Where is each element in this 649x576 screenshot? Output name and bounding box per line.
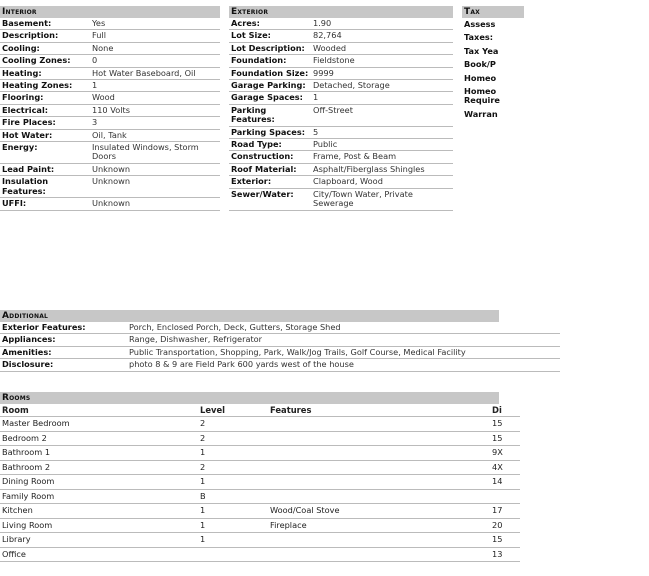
rooms-cell-room: Family Room [0,489,198,504]
rooms-table [0,404,520,562]
interior-label: Description: [0,30,90,42]
rooms-cell-features [268,547,490,562]
rooms-cell-level: 1 [198,446,268,461]
exterior-header: Exterior [229,6,453,18]
tax-row [462,31,522,44]
exterior-value: City/Town Water, Private Sewerage [311,188,453,210]
interior-label: Hot Water: [0,129,90,141]
exterior-value: Asphalt/Fiberglass Shingles [311,163,453,175]
rooms-cell-di: 13 [490,547,520,562]
interior-value: 110 Volts [90,104,220,116]
interior-value: Unknown [90,176,220,198]
interior-value: Yes [90,18,220,30]
interior-row [0,176,220,198]
interior-value: 0 [90,55,220,67]
additional-label: Amenities: [0,346,127,358]
interior-label: UFFI: [0,198,90,210]
interior-row [0,30,220,42]
interior-row [0,92,220,104]
rooms-section [0,392,503,562]
table-row [0,504,520,519]
exterior-label: Acres: [229,18,311,30]
tax-row [462,45,522,58]
rooms-cell-level [198,547,268,562]
exterior-value: Wooded [311,42,453,54]
interior-value: Insulated Windows, Storm Doors [90,142,220,164]
interior-row [0,42,220,54]
exterior-label: Roof Material: [229,163,311,175]
exterior-value: Public [311,139,453,151]
tax-label: Homeo Require [464,86,500,106]
rooms-cell-di [490,489,520,504]
rooms-cell-features [268,431,490,446]
exterior-label: Parking Features: [229,104,311,126]
exterior-label: Exterior: [229,176,311,188]
exterior-label: Foundation: [229,55,311,67]
interior-value: Wood [90,92,220,104]
exterior-row [229,126,453,138]
exterior-value: 82,764 [311,30,453,42]
table-row [0,417,520,432]
interior-value: Oil, Tank [90,129,220,141]
interior-row [0,117,220,129]
exterior-row [229,67,453,79]
rooms-cell-features [268,475,490,490]
rooms-cell-features: Wood/Coal Stove [268,504,490,519]
rooms-cell-features [268,460,490,475]
additional-label: Appliances: [0,334,127,346]
rooms-cell-features [268,533,490,548]
interior-label: Cooling: [0,42,90,54]
interior-row [0,67,220,79]
interior-label: Basement: [0,18,90,30]
exterior-row [229,188,453,210]
interior-label: Flooring: [0,92,90,104]
exterior-label: Garage Parking: [229,80,311,92]
additional-value: photo 8 & 9 are Field Park 600 yards west of the house [127,359,560,371]
rooms-cell-features [268,446,490,461]
tax-row [462,18,522,31]
rooms-cell-level: 1 [198,504,268,519]
interior-row [0,55,220,67]
rooms-cell-room: Living Room [0,518,198,533]
interior-section [0,6,220,211]
exterior-value: Frame, Post & Beam [311,151,453,163]
rooms-cell-di: 15 [490,431,520,446]
exterior-row [229,92,453,104]
interior-value: Unknown [90,163,220,175]
additional-row [0,334,560,346]
rooms-cell-room: Master Bedroom [0,417,198,432]
additional-value: Range, Dishwasher, Refrigerator [127,334,560,346]
exterior-label: Foundation Size: [229,67,311,79]
rooms-cell-room: Bathroom 2 [0,460,198,475]
exterior-label: Garage Spaces: [229,92,311,104]
additional-header: Additional [0,310,499,322]
additional-value: Porch, Enclosed Porch, Deck, Gutters, Storage Shed [127,322,560,334]
tax-label: Warran [464,108,498,119]
exterior-section [229,6,453,211]
interior-label: Insulation Features: [0,176,90,198]
rooms-header: Rooms [0,392,499,404]
table-row [0,547,520,562]
exterior-row [229,42,453,54]
interior-label: Heating Zones: [0,80,90,92]
exterior-row [229,163,453,175]
exterior-row [229,80,453,92]
interior-row [0,80,220,92]
table-row [0,518,520,533]
rooms-cell-room: Bedroom 2 [0,431,198,446]
exterior-value: Detached, Storage [311,80,453,92]
rooms-cell-di: 14 [490,475,520,490]
rooms-cell-room: Dining Room [0,475,198,490]
tax-row [462,85,522,108]
rooms-col-room: Room [0,404,198,417]
exterior-value: Off-Street [311,104,453,126]
table-row [0,446,520,461]
interior-row [0,163,220,175]
additional-section [0,310,499,372]
rooms-col-features: Features [268,404,490,417]
exterior-label: Sewer/Water: [229,188,311,210]
tax-header: Tax [462,6,524,18]
exterior-value: 5 [311,126,453,138]
interior-value: Unknown [90,198,220,210]
exterior-row [229,30,453,42]
exterior-value: Fieldstone [311,55,453,67]
exterior-row [229,104,453,126]
rooms-cell-room: Kitchen [0,504,198,519]
exterior-row [229,139,453,151]
interior-row [0,142,220,164]
rooms-cell-di: 9X [490,446,520,461]
additional-row [0,322,560,334]
exterior-row [229,176,453,188]
table-row [0,489,520,504]
rooms-cell-level: 2 [198,431,268,446]
tax-label: Tax Yea [464,45,499,56]
exterior-row [229,18,453,30]
interior-label: Lead Paint: [0,163,90,175]
exterior-row [229,55,453,67]
exterior-label: Lot Description: [229,42,311,54]
additional-row [0,359,560,371]
rooms-cell-features [268,417,490,432]
tax-row [462,72,522,85]
tax-label: Taxes: [464,32,494,43]
interior-header: Interior [0,6,220,18]
tax-table [462,18,522,121]
interior-value: Hot Water Baseboard, Oil [90,67,220,79]
interior-value: 3 [90,117,220,129]
rooms-cell-level: B [198,489,268,504]
exterior-table [229,18,453,211]
interior-label: Energy: [0,142,90,164]
interior-value: None [90,42,220,54]
additional-label: Exterior Features: [0,322,127,334]
rooms-cell-room: Library [0,533,198,548]
rooms-cell-level: 2 [198,417,268,432]
interior-table [0,18,220,211]
additional-value: Public Transportation, Shopping, Park, Walk/Jog Trails, Golf Course, Medical Facility [127,346,560,358]
rooms-cell-room: Office [0,547,198,562]
exterior-value: Clapboard, Wood [311,176,453,188]
rooms-cell-di: 15 [490,533,520,548]
rooms-cell-level: 1 [198,475,268,490]
rooms-col-level: Level [198,404,268,417]
interior-label: Cooling Zones: [0,55,90,67]
interior-row [0,104,220,116]
additional-label: Disclosure: [0,359,127,371]
interior-label: Heating: [0,67,90,79]
table-row [0,475,520,490]
interior-label: Fire Places: [0,117,90,129]
rooms-col-di: Di [490,404,520,417]
interior-row [0,198,220,210]
tax-label: Assess [464,19,496,29]
exterior-value: 1 [311,92,453,104]
tax-row [462,108,522,121]
additional-row [0,346,560,358]
exterior-label: Lot Size: [229,30,311,42]
interior-value: Full [90,30,220,42]
interior-value: 1 [90,80,220,92]
additional-table [0,322,560,372]
exterior-value: 1.90 [311,18,453,30]
rooms-cell-features: Fireplace [268,518,490,533]
interior-row [0,129,220,141]
exterior-label: Road Type: [229,139,311,151]
exterior-value: 9999 [311,67,453,79]
interior-row [0,18,220,30]
rooms-cell-level: 1 [198,533,268,548]
rooms-cell-di: 20 [490,518,520,533]
tax-label: Homeo [464,72,497,83]
rooms-cell-di: 17 [490,504,520,519]
exterior-label: Construction: [229,151,311,163]
rooms-cell-room: Bathroom 1 [0,446,198,461]
exterior-label: Parking Spaces: [229,126,311,138]
rooms-cell-di: 15 [490,417,520,432]
rooms-cell-features [268,489,490,504]
interior-label: Electrical: [0,104,90,116]
rooms-cell-di: 4X [490,460,520,475]
tax-label: Book/P [464,59,496,70]
table-row [0,533,520,548]
tax-section [462,6,499,121]
rooms-cell-level: 1 [198,518,268,533]
table-row [0,460,520,475]
exterior-row [229,151,453,163]
table-row [0,431,520,446]
rooms-cell-level: 2 [198,460,268,475]
tax-row [462,58,522,71]
